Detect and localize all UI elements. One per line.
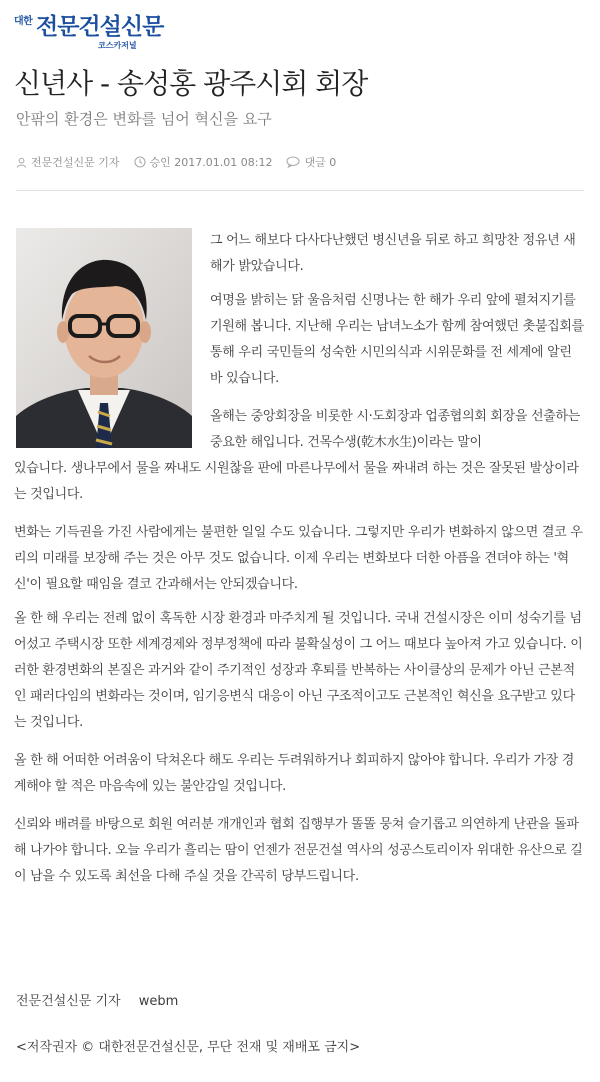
article-paragraph: 신뢰와 배려를 바탕으로 회원 여러분 개개인과 협회 집행부가 똘똘 뭉쳐 슬기롭고 의연하게 난관을 돌파해 나가야 합니다. 오늘 우리가 흘리는 땀이 언젠가 전문건설 역사의 성공스토리이자 위대한 유산으로 길이 남을 수 있도록 최선을 다해 주실 것을 간곡히 당부드립니다. — [14, 817, 583, 884]
reporter-email[interactable]: webm — [138, 994, 179, 1009]
meta-divider — [16, 190, 584, 191]
article-paragraph — [14, 404, 584, 508]
article-subtitle: 안팎의 환경은 변화를 넘어 혁신을 요구 — [16, 110, 272, 128]
article-paragraph-part: 올해는 중앙회장을 비롯한 시·도회장과 업종협의회 회장을 선출하는 중요한 해입니다. 건목수생(乾木水生)이라는 말이 — [210, 409, 581, 450]
comment-icon — [286, 156, 300, 168]
logo-sub: 코스카저널 — [98, 41, 137, 50]
logo-name: 전문건설신문 — [36, 14, 164, 40]
approved-date: 승인 2017.01.01 08:12 — [149, 156, 273, 169]
article-title: 신년사 - 송성홍 광주시회 회장 — [14, 67, 368, 100]
comments-meta[interactable] — [286, 154, 336, 170]
article-paragraph: 여명을 밝히는 닭 울음처럼 신명나는 한 해가 우리 앞에 펼쳐지기를 기원해 봅니다. 지난해 우리는 남녀노소가 함께 참여했던 촛불집회를 통해 우리 국민들의 성숙한 시민의식과 시위문화를 전 세계에 알린 바 있습니다. — [210, 293, 584, 386]
article-paragraph: 올 한 해 우리는 전례 없이 혹독한 시장 환경과 마주치게 될 것입니다. 국내 건설시장은 이미 성숙기를 넘어섰고 주택시장 또한 세계경제와 정부정책에 따라 불확실성이 그 어느 때보다 높아져 가고 있습니다. 이러한 환경변화의 본질은 과거와 같이 주기적인 성장과 후퇴를 반복하는 사이클상의 문제가 아닌 근본적인 패러다임의 변화라는 것이며, 임기응변식 대응이 아닌 구조적이고도 근본적인 혁신을 요구받고 있다는 것입니다. — [14, 611, 583, 730]
article-paragraph: 변화는 기득권을 가진 사람에게는 불편한 일일 수도 있습니다. 그렇지만 우리가 변화하지 않으면 결코 우리의 미래를 보장해 주는 것은 아무 것도 없습니다. 이제 우리는 변화보다 더한 아픔을 견뎌야 하는 '혁신'이 필요할 때임을 결코 간과해서는 안되겠습니다. — [14, 525, 583, 592]
reporter-name: 전문건설신문 기자 — [16, 994, 121, 1009]
author-name: 전문건설신문 기자 — [31, 156, 120, 169]
copyright-notice: <저작권자 © 대한전문건설신문, 무단 전재 및 재배포 금지> — [16, 1040, 361, 1055]
article-paragraph-part: 있습니다. 생나무에서 물을 짜내도 시원찮을 판에 마른나무에서 물을 짜내려 하는 것은 잘못된 발상이라는 것입니다. — [14, 461, 579, 502]
person-icon — [16, 157, 27, 168]
comment-count: 댓글 0 — [304, 156, 337, 169]
site-logo[interactable] — [14, 8, 174, 48]
approved-meta — [134, 154, 273, 170]
byline — [16, 990, 192, 1009]
article-paragraph: 올 한 해 어떠한 어려움이 닥쳐온다 해도 우리는 두려워하거나 회피하지 않아야 합니다. 우리가 가장 경계해야 할 적은 마음속에 있는 불안감일 것입니다. — [14, 753, 575, 794]
author-meta[interactable] — [16, 154, 120, 170]
logo-prefix: 대한 — [14, 16, 33, 27]
article-paragraph: 그 어느 해보다 다사다난했던 병신년을 뒤로 하고 희망찬 정유년 새해가 밝았습니다. — [210, 233, 576, 274]
clock-icon — [134, 156, 146, 168]
article-body — [14, 228, 584, 890]
article-meta — [16, 154, 350, 170]
